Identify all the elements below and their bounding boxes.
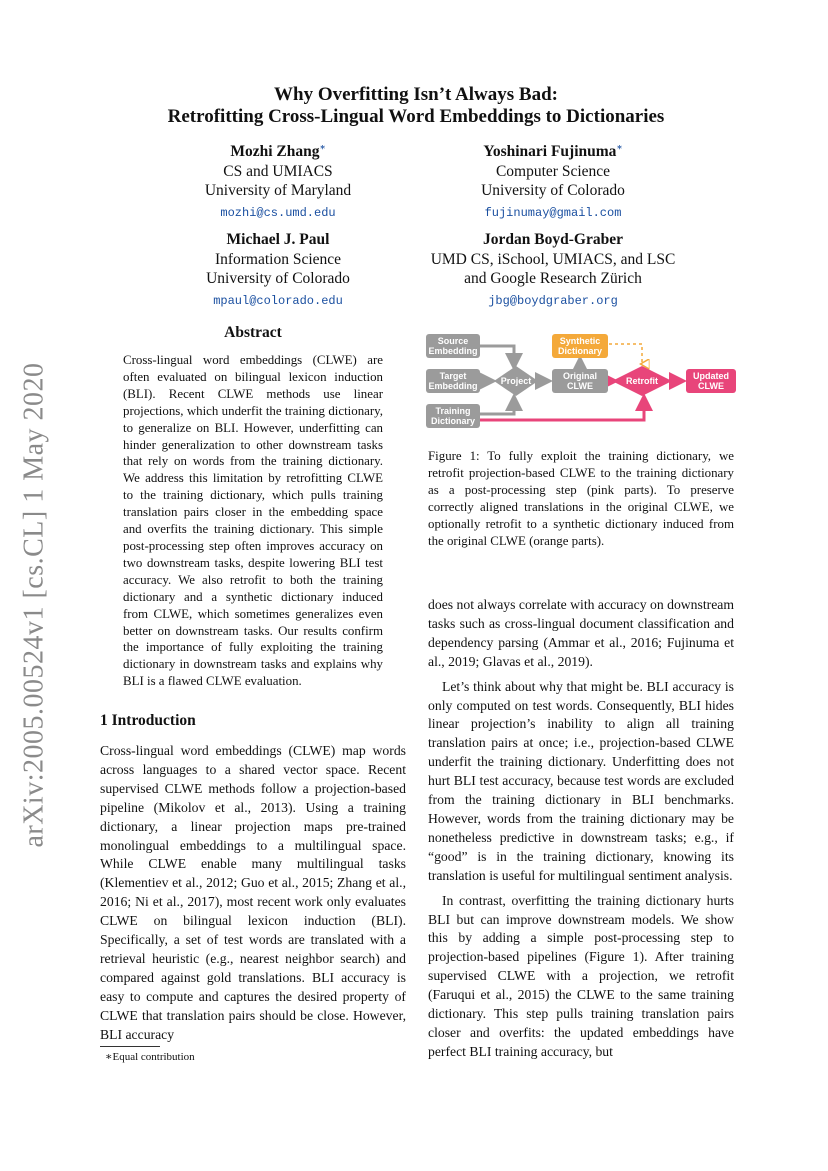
author-name: Yoshinari Fujinuma [483, 143, 617, 161]
updated-clwe-node: Updated CLWE [686, 369, 736, 393]
retrofit-node-label: Retrofit [626, 375, 658, 386]
project-node-label: Project [500, 375, 532, 386]
author-email[interactable]: jbg@boydgraber.org [488, 293, 618, 308]
synthetic-dictionary-node: Synthetic Dictionary [552, 334, 608, 358]
author-name: Mozhi Zhang [230, 143, 320, 161]
author-institution: University of Colorado [206, 270, 350, 287]
original-clwe-node: Original CLWE [552, 369, 608, 393]
author-institution: University of Colorado [481, 182, 625, 200]
title-line-1: Why Overfitting Isn’t Always Bad: [274, 84, 558, 105]
target-embedding-node: Target Embedding [426, 369, 480, 393]
author-affiliation: CS and UMIACS [223, 162, 333, 180]
author-affiliation: UMD CS, iSchool, UMIACS, and LSC [430, 250, 676, 268]
footnote: ∗Equal contribution [105, 1051, 195, 1063]
paper-title [100, 84, 732, 128]
author-email[interactable]: mozhi@cs.umd.edu [220, 205, 336, 220]
arrow-training-to-project [480, 396, 514, 414]
author-name: Michael J. Paul [226, 231, 330, 248]
author-email[interactable]: fujinumay@gmail.com [484, 205, 622, 220]
author-email[interactable]: mpaul@colorado.edu [213, 293, 343, 308]
author-mark: ∗ [616, 142, 623, 152]
footnote-rule [100, 1046, 160, 1047]
author-affiliation: Information Science [214, 250, 342, 268]
author-block-4 [403, 230, 703, 311]
author-block-2 [403, 138, 703, 223]
author-mark: ∗ [319, 142, 326, 152]
paragraph-3: In contrast, overfitting the training dictionary hurts BLI but can improve downstream models. We show this by adding a simple post-processing step to projection-based pipelines (Figure 1). After training supervised CLWE with a projection, we retrofit (Faruqui et al., 2015) the CLWE to the same training dictionary. This step pulls training translation pairs closer and overfits: the updated embeddings have perfect BLI training accuracy, but [428, 892, 734, 1059]
author-institution: and Google Research Zürich [464, 270, 642, 287]
paragraph-1: does not always correlate with accuracy on downstream tasks such as cross-lingual document classification and dependency parsing (Ammar et al., 2016; Fujinuma et al., 2019; Glavas et al., 2019). [428, 597, 734, 669]
abstract-text: Cross-lingual word embeddings (CLWE) are often evaluated on bilingual lexicon induction (BLI). Recent CLWE methods use linear projections, which underfit the training dictionary, to generalize on BLI. However, underfitting can hinder generalization to other downstream tasks that rely on words from the training dictionary. We address this limitation by retrofitting CLWE to the training dictionary, which pulls training translation pairs closer in the embedding space and overfits the training dictionary. This simple post-processing step often improves accuracy on two downstream tasks, despite lowering BLI test accuracy. We also retrofit to both the training dictionary and a synthetic dictionary induced from CLWE, which sometimes generalizes even better on downstream tasks. Our results confirm the importance of fully exploiting the training dictionary in downstream tasks and explains why BLI is a flawed CLWE evaluation. [123, 353, 383, 689]
arrow-source-to-project [480, 346, 514, 368]
arrow-synthetic-to-retrofit [609, 344, 642, 364]
arrow-training-to-retrofit [480, 396, 644, 420]
paragraph-2: Let’s think about why that might be. BLI accuracy is only computed on test words. Consequently, BLI hides linear projection’s inability to align all training translation pairs at once; i.e., projection-based CLWE underfit the training dictionary. Underfitting does not hurt BLI test accuracy, because test words are excluded from the training dictionary in BLI benchmarks. However, words from the training dictionary may be nonetheless predictive in downstream tasks; e.g., if “good” is in the training dictionary, knowing its translation is useful for multilingual sentiment analysis. [428, 678, 734, 883]
author-institution: University of Maryland [204, 182, 352, 200]
training-dictionary-node: Training Dictionary [426, 404, 480, 428]
introduction-paragraph: Cross-lingual word embeddings (CLWE) map words across languages to a shared vector space. Recent supervised CLWE methods follow a projection-based pipeline (Mikolov et al., 2013). Using a training dictionary, a linear projection maps pre-trained monolingual embeddings to a multilingual space. While CLWE enable many multilingual tasks (Klementiev et al., 2012; Guo et al., 2015; Zhang et al., 2016; Ni et al., 2017), most recent work only evaluates CLWE on bilingual lexicon induction (BLI). Specifically, a set of test words are translated with a retrieval heuristic (e.g., nearest neighbor search) and compared against gold translations. BLI accuracy is easy to compute and captures the desired property of CLWE that translation pairs should be close. However, BLI accuracy [100, 743, 406, 1042]
figure-1-caption: Figure 1: To fully exploit the training dictionary, we retrofit projection-based CLWE to the training dictionary as a post-processing step (pink parts). To preserve correctly aligned translations in the original CLWE, we optionally retrofit to a synthetic dictionary induced from the original CLWE (orange parts). [428, 449, 734, 548]
section-heading-introduction: 1 Introduction [100, 712, 196, 729]
arxiv-identifier: arXiv:2005.00524v1 [cs.CL] 1 May 2020 [19, 362, 51, 848]
author-block-3 [128, 230, 428, 311]
figure-1-diagram [426, 330, 736, 430]
author-name: Jordan Boyd-Graber [483, 231, 623, 248]
author-affiliation: Computer Science [495, 162, 611, 180]
source-embedding-node: Source Embedding [426, 334, 480, 358]
abstract-heading: Abstract [224, 324, 282, 341]
arxiv-sidebar [14, 362, 56, 848]
author-block-1 [128, 138, 428, 223]
right-column-text [428, 596, 734, 1062]
title-line-2: Retrofitting Cross-Lingual Word Embeddings to Dictionaries [167, 106, 665, 127]
